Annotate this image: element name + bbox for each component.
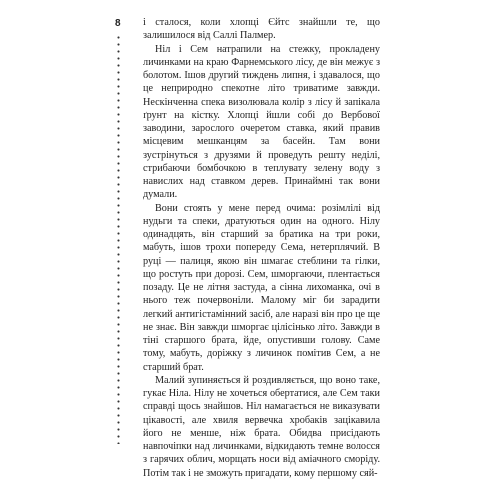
paragraph: Вони стоять у мене перед очима: розімлілі від нудьги та спеки, дратуються один на одного. Нілу одинадцять, він старший за братика на три роки, мабуть, ішов трохи попереду Сема, нетерплячий. В руці — палиця, якою він шмагає стеблини та гілки, що ростуть при дорозі. Сем, шморгаючи, плентається позаду. Це не лiтня застуда, а сінна лихоманка, очі в нього теж почервоніли. Малому мiг би зарадити легкий антигістамінний засіб, але наразі він про це ще не знає. Він завжди шморгає цілісінько літо. Завжди в тіні старшого брата, йде, опустивши голову. Саме тому, мабуть, доріжку з личинок помітив Сем, а не старший брат.	[143, 202, 380, 373]
paragraph: і сталося, коли хлопці Єйтс знайшли те, що залишилося від Саллі Палмер.	[143, 17, 380, 42]
paragraph: Ніл і Сем натрапили на стежку, прокладену личинками на краю Фарнемського лісу, де він межує з болотом. Ішов другий тиждень липня, і здавалося, що це неприродно спекотне літо триватиме завжди. Нескінченна спека визолювала колір з лісу й запікала ґрунт на кістку. Хлопці йшли собі до Вербової заводини, зарослого очеретом ставка, який правив місцевим мешканцям за басейн. Там вони зустрінуться з друзями й проведуть решту неділі, стрибаючи бомбочкою в теплувату зелену воду з навислих над ставком дерев. Принаймні так вони думали.	[143, 43, 380, 201]
margin-dotted-line	[117, 34, 120, 444]
paragraph: Малий зупиняється й роздивляється, що воно таке, гукає Ніла. Нілу не хочеться обертатися, але Сем таки справді щось знайшов. Ніл намагається не виказувати цікавості, але хвиля вервечка хробаків зацікавила його не менше, ніж брата. Обидва присідають навпочіпки над личинками, відкидають темне волосся з гарячих облич, морщать носи від аміачного сморіду. Потім так і не зможуть пригадати, кому першому сяй-	[143, 374, 380, 479]
page-number: 8	[115, 18, 121, 29]
body-text	[143, 16, 380, 480]
